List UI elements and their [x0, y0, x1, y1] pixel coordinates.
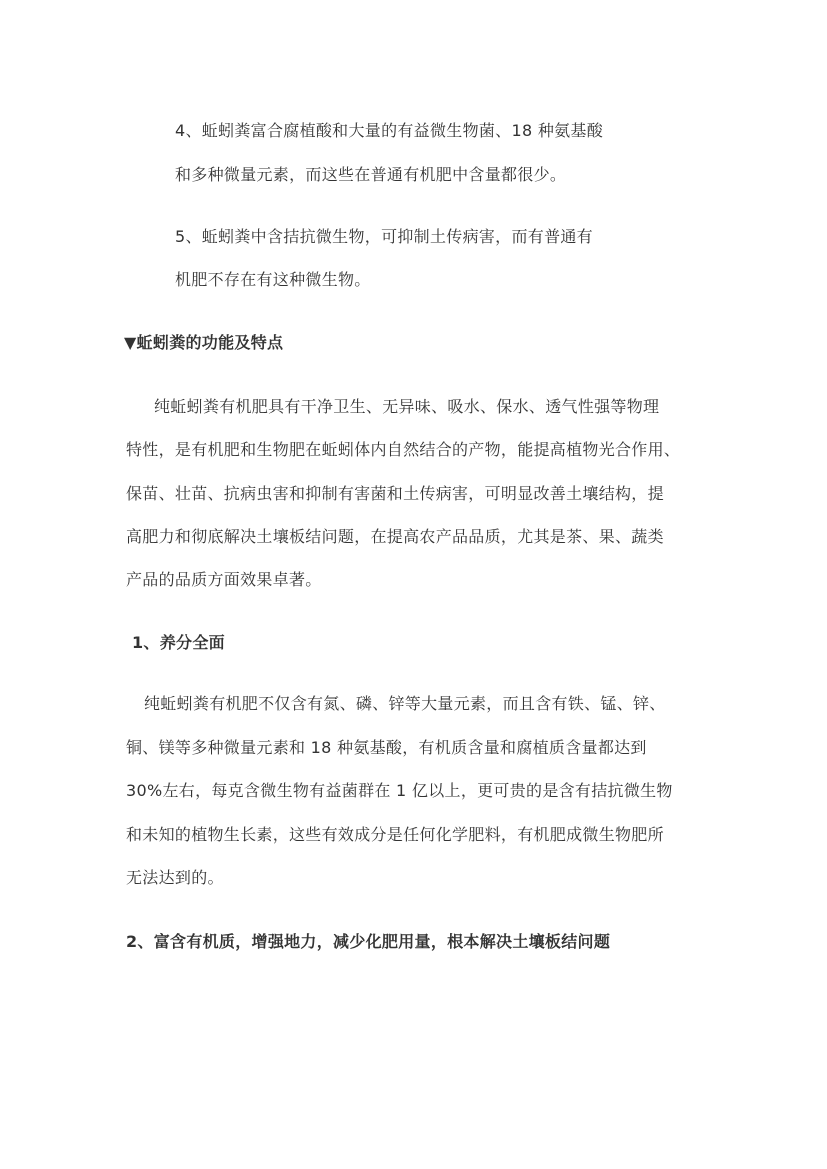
item5-line2: 机肥不存在有这种微生物。	[175, 270, 371, 289]
point1-line-5: 无法达到的。	[126, 868, 224, 887]
intro-line-3: 保苗、壮苗、抗病虫害和抑制有害菌和土传病害，可明显改善土壤结构，提	[126, 484, 664, 503]
intro-line-4: 高肥力和彻底解决土壤板结问题，在提高农产品品质，尤其是茶、果、蔬类	[126, 527, 664, 546]
point2-heading: 2、富含有机质，增强地力，减少化肥用量，根本解决土壤板结问题	[126, 932, 611, 951]
point1-heading: 1、养分全面	[132, 633, 225, 652]
item4-line1: 4、蚯蚓粪富合腐植酸和大量的有益微生物菌、18 种氨基酸	[175, 121, 604, 140]
point1-line-4: 和未知的植物生长素，这些有效成分是任何化学肥料，有机肥成微生物肥所	[126, 825, 664, 844]
point1-line-3: 30%左右，每克含微生物有益菌群在 1 亿以上，更可贵的是含有拮抗微生物	[126, 781, 673, 800]
intro-line-2: 特性，是有机肥和生物肥在蚯蚓体内自然结合的产物，能提高植物光合作用、	[126, 440, 681, 459]
intro-line-5: 产品的品质方面效果卓著。	[126, 570, 322, 589]
section-heading: ▼蚯蚓粪的功能及特点	[124, 333, 284, 352]
intro-line-1: 纯蚯蚓粪有机肥具有干净卫生、无异味、吸水、保水、透气性强等物理	[154, 397, 660, 416]
point1-line-2: 铜、镁等多种微量元素和 18 种氨基酸，有机质含量和腐植质含量都达到	[126, 738, 647, 757]
point1-line-1: 纯蚯蚓粪有机肥不仅含有氮、磷、锌等大量元素，而且含有铁、锰、锌、	[144, 694, 666, 713]
item4-line2: 和多种微量元素，而这些在普通有机肥中含量都很少。	[175, 165, 567, 184]
item5-line1: 5、蚯蚓粪中含拮抗微生物，可抑制土传病害，而有普通有	[175, 227, 593, 246]
